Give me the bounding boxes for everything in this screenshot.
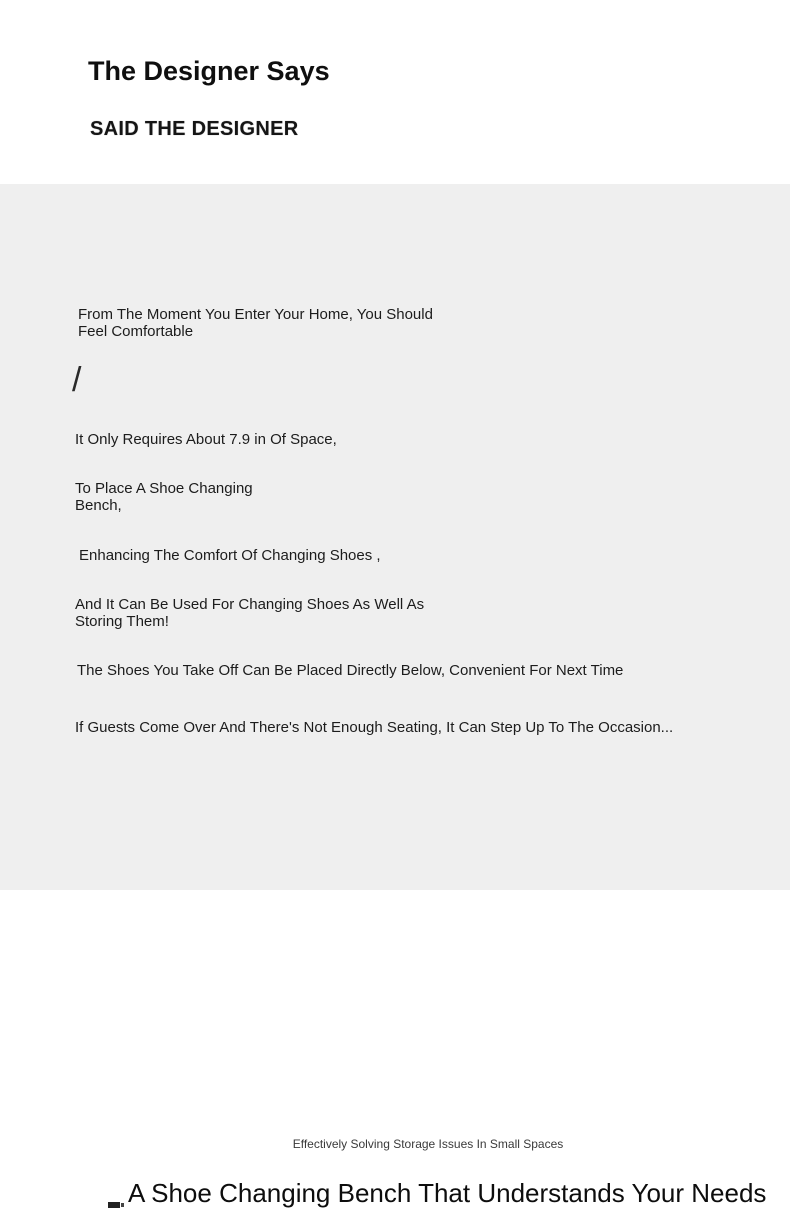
feature-line-5 bbox=[75, 596, 424, 630]
feature-line-2: It Only Requires About 7.9 in Of Space, bbox=[75, 431, 337, 448]
product-intro bbox=[0, 890, 790, 1223]
feature-line-1a: From The Moment You Enter Your Home, You Should bbox=[78, 306, 433, 323]
divider-slash: / bbox=[72, 361, 82, 399]
tagline: Effectively Solving Storage Issues In Small Spaces bbox=[292, 1137, 564, 1151]
feature-line-4: Enhancing The Comfort Of Changing Shoes , bbox=[79, 547, 381, 564]
feature-line-3 bbox=[75, 480, 253, 514]
section-subtitle: SAID THE DESIGNER bbox=[90, 118, 299, 140]
feature-line-3a: To Place A Shoe Changing bbox=[75, 480, 253, 497]
feature-line-7: If Guests Come Over And There's Not Enough Seating, It Can Step Up To The Occasion... bbox=[75, 719, 674, 736]
feature-panel bbox=[0, 184, 790, 890]
feature-line-5a: And It Can Be Used For Changing Shoes As Well As bbox=[75, 596, 425, 613]
designer-header bbox=[0, 0, 790, 184]
feature-line-1 bbox=[78, 306, 433, 340]
bench-icon bbox=[108, 1200, 124, 1209]
feature-line-6: The Shoes You Take Off Can Be Placed Directly Below, Convenient For Next Time bbox=[77, 662, 624, 679]
feature-line-1b: Feel Comfortable bbox=[78, 323, 194, 340]
feature-line-5b: Storing Them! bbox=[75, 613, 169, 630]
section-title: The Designer Says bbox=[88, 56, 330, 86]
feature-line-3b: Bench, bbox=[75, 497, 122, 514]
headline: A Shoe Changing Bench That Understands Your Needs bbox=[128, 1178, 767, 1208]
